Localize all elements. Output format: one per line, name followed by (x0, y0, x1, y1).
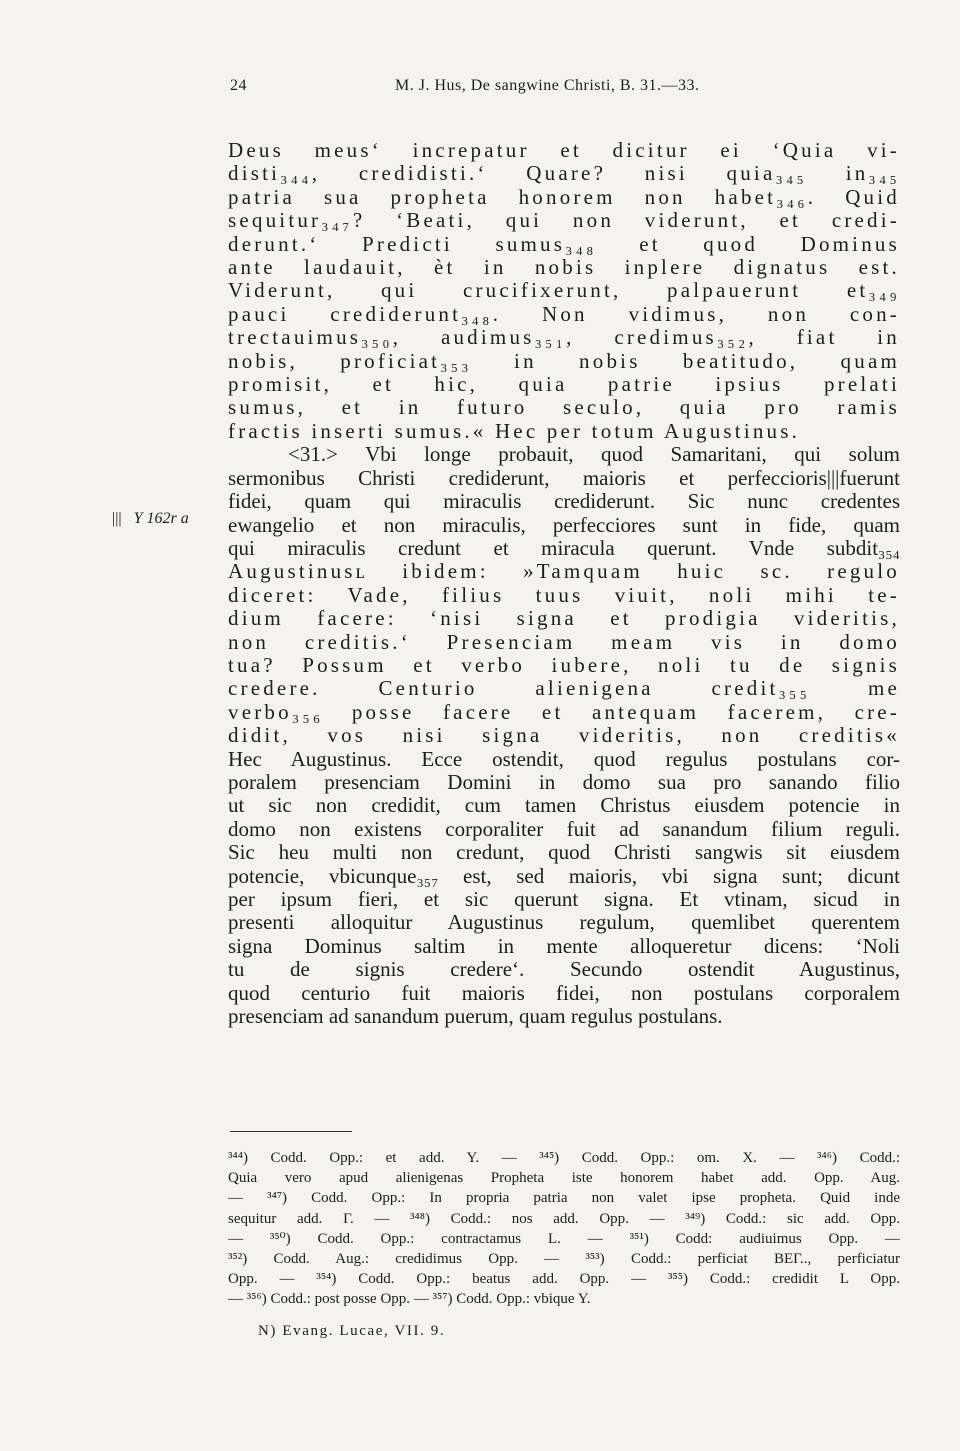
footnote-line: ³⁴⁴) Codd. Opp.: et add. Y. — ³⁴⁵) Codd. Opp.: om. X. — ³⁴⁶) Codd.: (228, 1150, 900, 1166)
text-line: presenti alloquitur Augustinus regulum, quemlibet querentem (228, 911, 900, 935)
text-line: sequitur₃₄₇? ‘Beati, qui non viderunt, et credi- (228, 209, 900, 233)
text-line: presenciam ad sanandum puerum, quam regulus postulans. (228, 1005, 723, 1029)
text-line: ewangelio et non miraculis, perfecciores sunt in fide, quam (228, 513, 900, 537)
text-line: sumus, et in futuro seculo, quia pro ramis (228, 396, 900, 420)
text-line: Sic heu multi non credunt, quod Christi sangwis sit eiusdem (228, 841, 900, 865)
text-line: credere. Centurio alienigena credit₃₅₅ me (228, 677, 900, 701)
running-title: M. J. Hus, De sangwine Christi, B. 31.—33. (395, 77, 700, 94)
footnotes (228, 1148, 900, 1310)
footnote-line: Quia vero apud alienigenas Propheta iste honorem habet add. Opp. Aug. (228, 1170, 900, 1187)
margin-bars: ||| (112, 510, 122, 527)
text-line: qui miraculis credunt et miracula querunt. Vnde subdit₃₅₄ (228, 536, 900, 560)
text-line: Viderunt, qui crucifixerunt, palpauerunt et₃₄₉ (228, 279, 900, 303)
text-line: tua? Possum et verbo iubere, noli tu de signis (228, 653, 900, 677)
text-line: verbo₃₅₆ posse facere et antequam facerem, cre- (228, 700, 900, 724)
main-text (228, 139, 900, 1028)
page-number: 24 (230, 77, 247, 94)
text-line: Hec Augustinus. Ecce ostendit, quod regulus postulans cor- (228, 747, 900, 771)
text-line: patria sua propheta honorem non habet₃₄₆. Quid (228, 185, 900, 209)
text-line: non creditis.‘ Presenciam meam vis in domo (228, 630, 900, 654)
footnote-rule (230, 1131, 352, 1132)
text-line: fractis inserti sumus.« Hec per totum Augustinus. (228, 419, 801, 443)
footnote-line: sequitur add. Γ. — ³⁴⁸) Codd.: nos add. Opp. — ³⁴⁹) Codd.: sic add. Opp. (228, 1210, 900, 1227)
margin-note (112, 510, 189, 528)
text-line: promisit, et hic, quia patrie ipsius prelati (228, 373, 900, 397)
evangelium-reference: N) Evang. Lucae, VII. 9. (258, 1323, 446, 1339)
text-line: signa Dominus saltim in mente alloqueretur dicens: ‘Noli (228, 934, 900, 958)
text-line: domo non existens corporaliter fuit ad sanandum filium reguli. (228, 817, 900, 841)
footnote-line: Opp. — ³⁵⁴) Codd. Opp.: beatus add. Opp. — ³⁵⁵) Codd.: credidit L Opp. (228, 1271, 900, 1288)
text-line: disti₃₄₄, credidisti.‘ Quare? nisi quia₃₄₅ in₃₄₅ (228, 162, 900, 186)
text-line: ante laudauit, èt in nobis inplere dignatus est. (228, 256, 900, 280)
text-line: poralem presenciam Domini in domo sua pro sanando filio (228, 770, 900, 794)
footnote-line: — ³⁵⁶) Codd.: post posse Opp. — ³⁵⁷) Codd. Opp.: vbique Y. (228, 1291, 591, 1308)
text-line: nobis, proficiat₃₅₃ in nobis beatitudo, quam (228, 349, 900, 373)
margin-folio-label: Y 162r a (133, 510, 189, 527)
text-line: ut sic non credidit, cum tamen Christus eiusdem potencie in (228, 794, 900, 818)
text-line: per ipsum fieri, et sic querunt signa. Et vtinam, sicud in (228, 888, 900, 911)
text-line: sermonibus Christi crediderunt, maioris et perfeccioris|||fuerunt (228, 466, 900, 490)
section-31-start: <31.> Vbi longe probauit, quod Samaritani, qui solum (288, 443, 900, 467)
text-line: dium facere: ‘nisi signa et prodigia videritis, (228, 607, 900, 631)
text-line: Deus meus‘ increpatur et dicitur ei ‘Quia vi- (228, 139, 900, 162)
footnote-line: ³⁵²) Codd. Aug.: credidimus Opp. — ³⁵³) Codd.: perficiat BEΓ.., perficiatur (228, 1251, 900, 1268)
text-line: pauci crediderunt₃₄₈. Non vidimus, non con- (228, 302, 900, 326)
text-line: tu de signis credere‘. Secundo ostendit Augustinus, (228, 958, 900, 982)
text-line: quod centurio fuit maioris fidei, non postulans corporalem (228, 981, 900, 1005)
text-line: potencie, vbicunque₃₅₇ est, sed maioris, vbi signa sunt; dicunt (228, 864, 900, 888)
text-line: fidei, quam qui miraculis crediderunt. Sic nunc credentes (228, 490, 900, 514)
text-line: derunt.‘ Predicti sumus₃₄₈ et quod Dominus (228, 232, 900, 256)
text-line: didit, vos nisi signa videritis, non creditis« (228, 724, 900, 748)
text-line: diceret: Vade, filius tuus viuit, noli mihi te- (228, 583, 900, 607)
text-line: trectauimus₃₅₀, audimus₃₅₁, credimus₃₅₂, fiat in (228, 326, 900, 350)
footnote-line: — ³⁵⁰) Codd. Opp.: contractamus L. — ³⁵¹) Codd: audiuimus Opp. — (228, 1230, 900, 1247)
footnote-line: — ³⁴⁷) Codd. Opp.: In propria patria non valet ipse propheta. Quid inde (228, 1190, 900, 1207)
text-line: Augustinusʟ ibidem: »Tamquam huic sc. regulo (228, 560, 900, 584)
